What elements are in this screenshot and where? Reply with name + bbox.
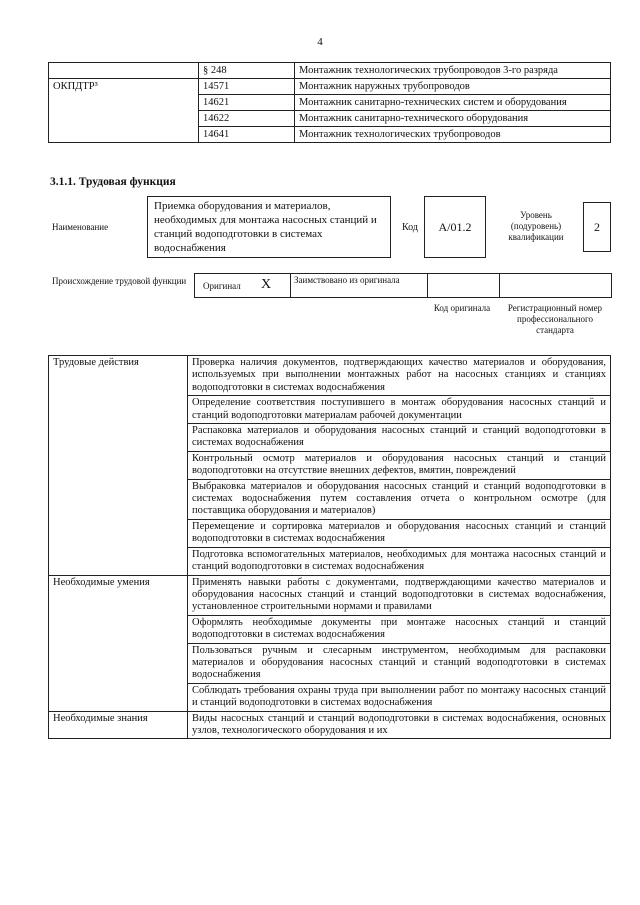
- requirement-cell: Пользоваться ручным и слесарным инструментом, необходимым для распаковки материалов и оборудования насосных станций и станций водоподготовки в системах водоснабжения: [188, 643, 611, 683]
- requirement-cell: Подготовка вспомогательных материалов, необходимых для монтажа насосных станций и станций водоподготовки в системах водоснабжения: [188, 547, 611, 575]
- function-row: [49, 711, 611, 739]
- qualification-level: 2: [594, 219, 600, 234]
- occupation-name-cell: Монтажник санитарно-технического оборудования: [295, 111, 611, 127]
- category-cell: Необходимые умения: [49, 575, 188, 711]
- origin-table: [194, 273, 612, 298]
- occupation-name-cell: Монтажник наружных трубопроводов: [295, 79, 611, 95]
- occupation-name-cell: Монтажник технологических трубопроводов 3-го разряда: [295, 63, 611, 79]
- code-label: Код: [402, 222, 418, 233]
- registration-number-caption: Регистрационный номер профессионального стандарта: [507, 303, 603, 335]
- code-cell: 14641: [199, 127, 295, 143]
- labor-function-table: [48, 355, 611, 739]
- requirement-cell: Перемещение и сортировка материалов и оборудования насосных станций и станций водоподготовки в системах водоснабжения: [188, 519, 611, 547]
- occupation-name-cell: Монтажник технологических трубопроводов: [295, 127, 611, 143]
- requirement-cell: Определение соответствия поступившего в монтаж оборудования насосных станций и станций водоподготовки материалам рабочей документации: [188, 396, 611, 424]
- code-cell: 14571: [199, 79, 295, 95]
- function-name-box: [147, 196, 391, 258]
- origin-label: Происхождение трудовой функции: [52, 276, 187, 286]
- requirement-cell: Контрольный осмотр материалов и оборудования насосных станций и станций водоподготовки на отсутствие внешних дефектов, вмятин, повреждений: [188, 451, 611, 479]
- code-cell: 14622: [199, 111, 295, 127]
- requirement-cell: Применять навыки работы с документами, подтверждающими качество материалов и оборудования насосных станций и станций водоподготовки в системах водоснабжения, установленное строительными нормами и правилами: [188, 575, 611, 615]
- qualification-level-box: [583, 202, 611, 252]
- section-title: 3.1.1. Трудовая функция: [50, 176, 176, 188]
- requirement-cell: Выбраковка материалов и оборудования насосных станций и станций водоподготовки в системах водоснабжения путем составления отчета о контрольном осмотре (для поставщика оборудования и материалов): [188, 479, 611, 519]
- function-code: А/01.2: [438, 219, 472, 234]
- requirement-cell: Оформлять необходимые документы при монтаже насосных станций и станций водоподготовки в системах водоснабжения: [188, 615, 611, 643]
- original-label: Оригинал: [203, 281, 241, 291]
- page-number: 4: [317, 36, 323, 48]
- classifier-cell: ОКПДТР³: [49, 79, 199, 143]
- occupation-name-cell: Монтажник санитарно-технических систем и оборудования: [295, 95, 611, 111]
- original-mark: X: [261, 277, 272, 292]
- code-original-caption: Код оригинала: [433, 303, 491, 313]
- name-label: Наименование: [52, 222, 109, 232]
- classifier-cell: [49, 63, 199, 79]
- category-cell: Трудовые действия: [49, 356, 188, 576]
- codes-row: [49, 79, 611, 95]
- code-cell: § 248: [199, 63, 295, 79]
- function-name: Приемка оборудования и материалов, необходимых для монтажа насосных станций и станций водоподготовки в системах водоснабжения: [154, 200, 377, 254]
- level-label: Уровень (подуровень) квалификации: [508, 210, 564, 242]
- code-cell: 14621: [199, 95, 295, 111]
- codes-row: [49, 63, 611, 79]
- requirement-cell: Распаковка материалов и оборудования насосных станций и станций водоподготовки в системах водоснабжения: [188, 424, 611, 452]
- category-cell: Необходимые знания: [49, 711, 188, 739]
- requirement-cell: Проверка наличия документов, подтверждающих качество материалов и оборудования, используемых при выполнении монтажных работ на насосных станциях и станциях водоподготовки в системах водоснабжения: [188, 356, 611, 396]
- function-row: [49, 575, 611, 615]
- function-code-box: [424, 196, 486, 258]
- occupation-codes-table: [48, 62, 611, 143]
- function-row: [49, 356, 611, 396]
- requirement-cell: Виды насосных станций и станций водоподготовки в системах водоснабжения, основных узлов, технологического оборудования и их: [188, 711, 611, 739]
- requirement-cell: Соблюдать требования охраны труда при выполнении работ по монтажу насосных станций и станций водоподготовки в системах водоснабжения: [188, 683, 611, 711]
- borrowed-label: Заимствовано из оригинала: [294, 275, 400, 285]
